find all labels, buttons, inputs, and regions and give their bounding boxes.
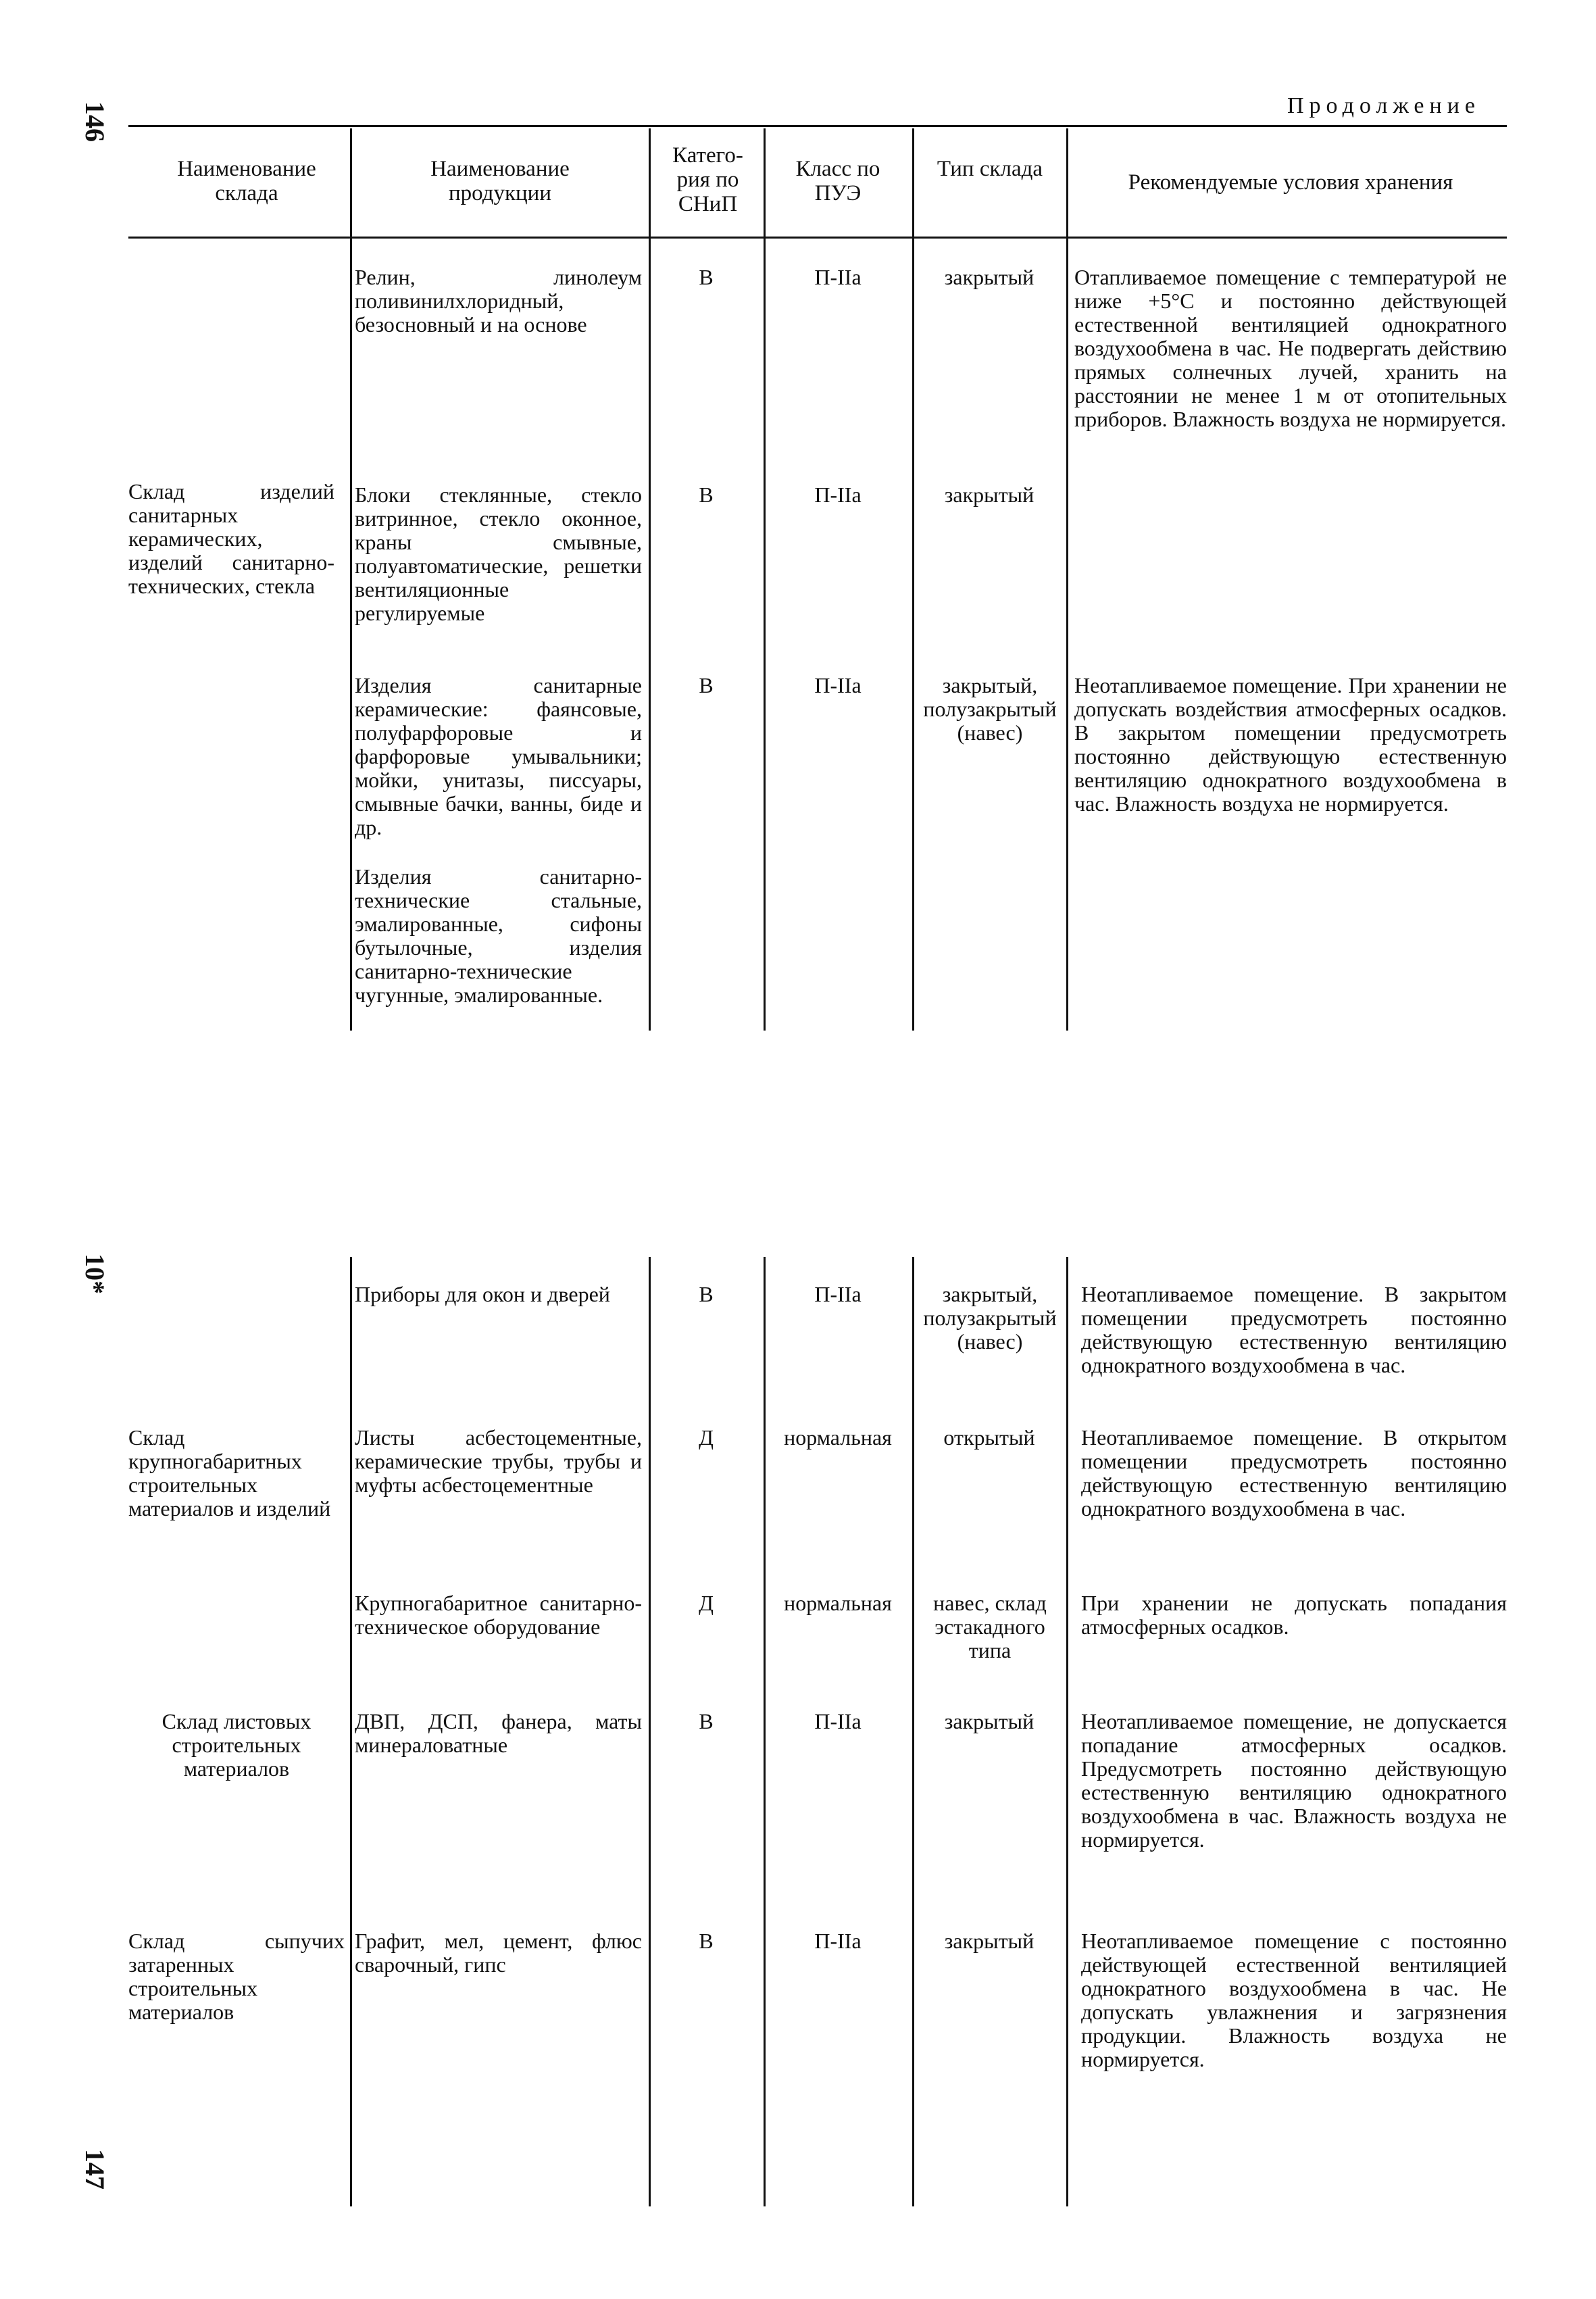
- s2-row4-type: закрытый: [944, 1709, 1034, 1733]
- header-product: Наименование продукции: [430, 157, 570, 205]
- s2-row1-category: В: [699, 1282, 714, 1306]
- s2-row4-warehouse: Склад листовых строительных материалов: [161, 1709, 311, 1781]
- s2-row3-category: Д: [699, 1591, 714, 1615]
- s2-row3-conditions: При хранении не допускать попадания атмосферных осадков.: [1081, 1591, 1507, 1639]
- s2-row3-class: нормальная: [784, 1591, 892, 1615]
- s2-row1-class: П-IIа: [814, 1282, 862, 1306]
- s2-row4-class: П-IIа: [814, 1709, 862, 1733]
- header-class: Класс по ПУЭ: [795, 157, 880, 205]
- col-sep-3-lower: [764, 1257, 766, 2206]
- s2-row5-product: Графит, мел, цемент, флюс сварочный, гипс: [355, 1929, 642, 1977]
- s2-row2-class: нормальная: [784, 1425, 892, 1450]
- s2-row2-product: Листы асбестоцементные, керамические трубы, трубы и муфты асбестоцементные: [355, 1425, 642, 1497]
- s1-row1-class: П-IIа: [814, 265, 862, 289]
- header-category: Катего-рия по СНиП: [672, 143, 743, 216]
- s2-row5-class: П-IIа: [814, 1929, 862, 1953]
- s2-row2-type: открытый: [943, 1425, 1035, 1450]
- header-bottom-rule: [128, 237, 1507, 239]
- page-number-left: 146: [80, 101, 110, 142]
- s2-row5-conditions: Неотапливаемое помещение с постоянно действующей естественной вентиляцией однократного воздухообмена в час. Не допускать увлажнения и загрязнения продукции. Влажность воздуха не нормируется.: [1081, 1929, 1507, 2071]
- page-marker-mid: 10*: [80, 1254, 110, 1294]
- s2-row4-product: ДВП, ДСП, фанера, маты минераловатные: [355, 1709, 642, 1757]
- s2-row3-product: Крупногабаритное санитарно-техническое оборудование: [355, 1591, 642, 1639]
- s1-row1-category: В: [699, 265, 714, 289]
- col-sep-5: [1066, 128, 1068, 1031]
- s2-row2-warehouse: Склад крупногабаритных строительных материалов и изделий: [128, 1425, 331, 1521]
- s1-row1-product: Релин, линолеум поливинилхлоридный, безосновный и на основе: [355, 265, 642, 337]
- header-top-rule: [128, 125, 1507, 127]
- s2-row5-category: В: [699, 1929, 714, 1953]
- section1-warehouse: Склад изделий санитарных керамических, изделий санитарно-технических, стекла: [128, 479, 334, 598]
- s2-row2-conditions: Неотапливаемое помещение. В открытом помещении предусмотреть постоянно действующую естественную вентиляцию однократного воздухообмена в час.: [1081, 1425, 1507, 1521]
- header-conditions: Рекомендуемые условия хранения: [1128, 170, 1453, 195]
- s2-row1-product: Приборы для окон и дверей: [355, 1282, 610, 1306]
- s2-row4-category: В: [699, 1709, 714, 1733]
- col-sep-5-lower: [1066, 1257, 1068, 2206]
- s1-row3-product-extra: Изделия санитарно-технические стальные, эмалированные, сифоны бутылочные, изделия санитарно-технические чугунные, эмалированные.: [355, 864, 642, 1007]
- col-sep-3: [764, 128, 766, 1031]
- s1-row2-type: закрытый: [944, 483, 1034, 507]
- page-number-right: 147: [80, 2149, 110, 2190]
- s1-row2-class: П-IIа: [814, 483, 862, 507]
- s2-row3-type: навес, склад эстакадного типа: [933, 1591, 1047, 1662]
- col-sep-1-lower: [350, 1257, 352, 2206]
- s1-row2-category: В: [699, 483, 714, 507]
- col-sep-2-lower: [649, 1257, 651, 2206]
- col-sep-4: [912, 128, 914, 1031]
- s2-row1-type: закрытый, полузакрытый (навес): [923, 1282, 1057, 1354]
- s1-row3-conditions: Неотапливаемое помещение. При хранении не допускать воздействия атмосферных осадков. В закрытом помещении предусмотреть постоянно действующую естественную вентиляцию однократного воздухообмена в час. Влажность воздуха не нормируется.: [1074, 673, 1507, 816]
- s2-row2-category: Д: [699, 1425, 714, 1450]
- s1-row3-category: В: [699, 673, 714, 697]
- s1-row2-product: Блоки стеклянные, стекло витринное, стекло оконное, краны смывные, полуавтоматические, решетки вентиляционные регулируемые: [355, 483, 642, 625]
- col-sep-4-lower: [912, 1257, 914, 2206]
- s2-row5-type: закрытый: [944, 1929, 1034, 1953]
- header-type: Тип склада: [937, 157, 1043, 181]
- s2-row5-warehouse: Склад сыпучих затаренных строительных материалов: [128, 1929, 345, 2024]
- s1-row3-class: П-IIа: [814, 673, 862, 697]
- col-sep-2: [649, 128, 651, 1031]
- header-warehouse: Наименование склада: [177, 157, 316, 205]
- s1-row3-product: Изделия санитарные керамические: фаянсовые, полуфарфоровые и фарфоровые умывальники; мойки, унитазы, писсуары, смывные бачки, ванны, биде и др.: [355, 673, 642, 839]
- s1-row1-type: закрытый: [944, 265, 1034, 289]
- s2-row1-conditions: Неотапливаемое помещение. В закрытом помещении предусмотреть постоянно действующую естественную вентиляцию однократного воздухообмена в час.: [1081, 1282, 1507, 1377]
- s1-row3-type: закрытый, полузакрытый (навес): [923, 673, 1057, 745]
- col-sep-1: [350, 128, 352, 1031]
- continuation-label: Продолжение: [1287, 93, 1481, 118]
- s1-row1-conditions: Отапливаемое помещение с температурой не ниже +5°С и постоянно действующей естественной вентиляцией однократного воздухообмена в час. Не подвергать действию прямых солнечных лучей, хранить на расстоянии не менее 1 м от отопительных приборов. Влажность воздуха не нормируется.: [1074, 265, 1507, 431]
- s2-row4-conditions: Неотапливаемое помещение, не допускается попадание атмосферных осадков. Предусмотреть постоянно действующую естественную вентиляцию однократного воздухообмена в час. Влажность воздуха не нормируется.: [1081, 1709, 1507, 1852]
